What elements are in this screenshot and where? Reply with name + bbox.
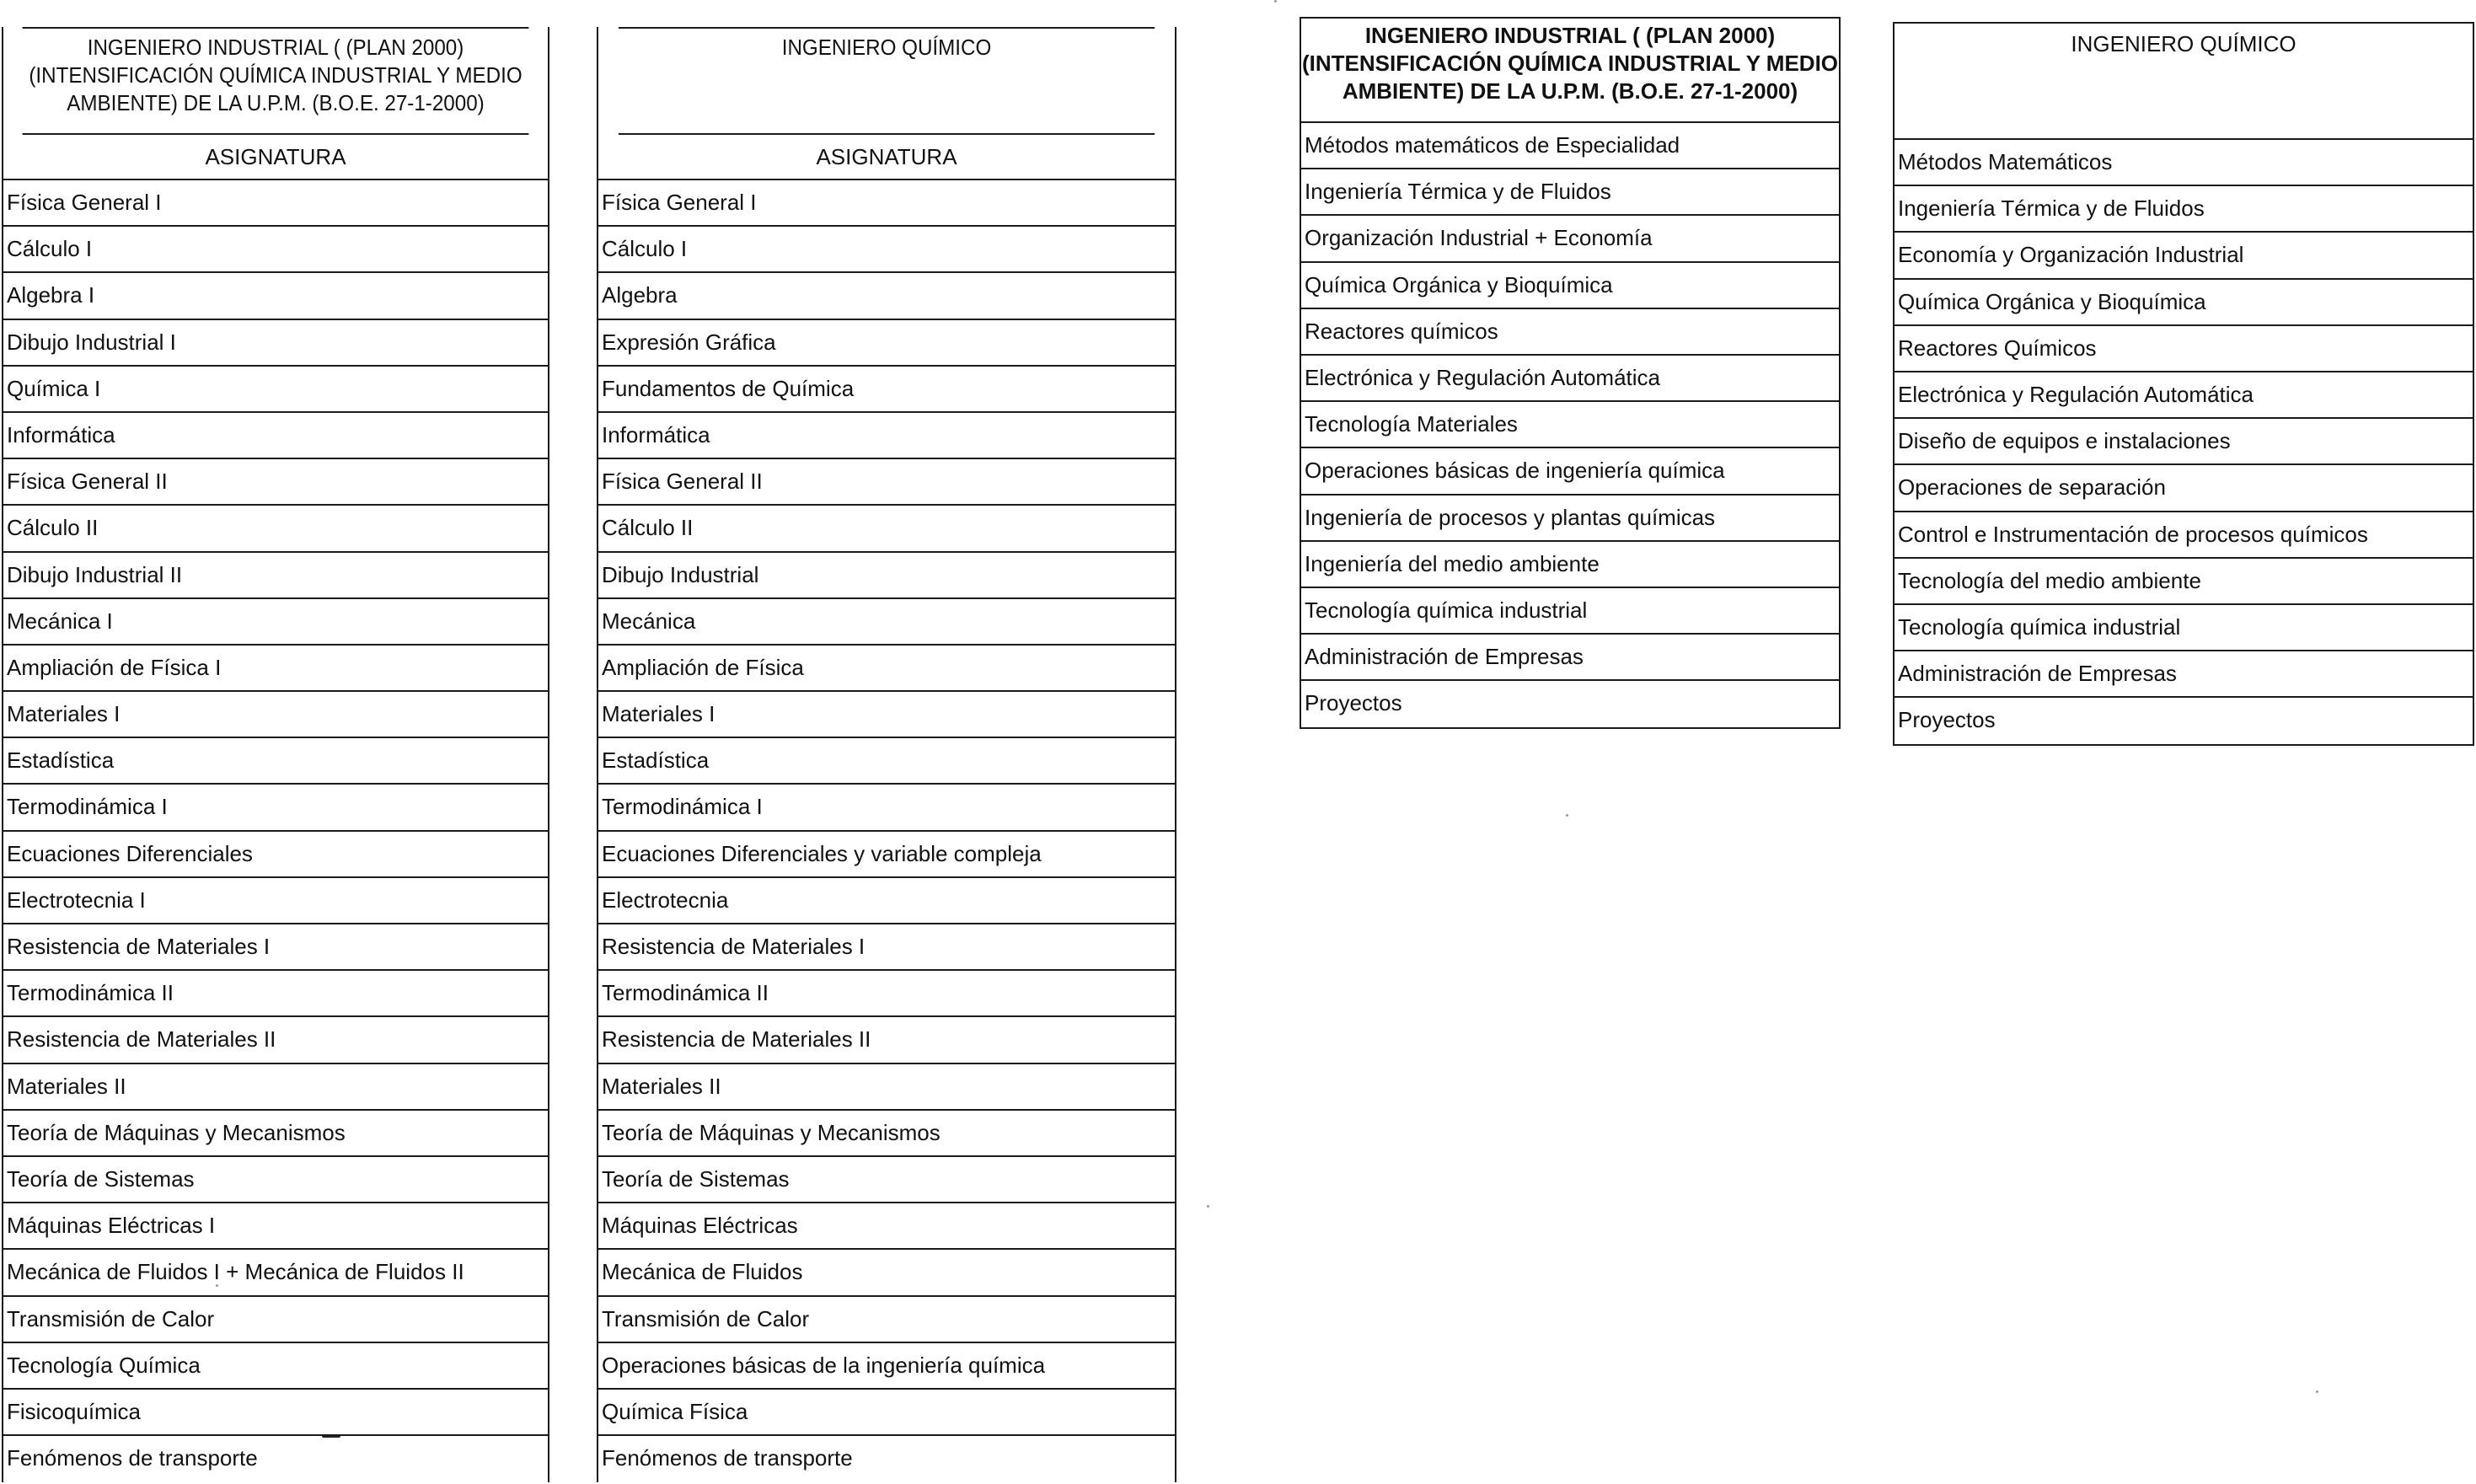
table-cell: Materiales I (598, 692, 1175, 738)
rows-quimico (598, 180, 1175, 1482)
header-line: INGENIERO INDUSTRIAL ( (PLAN 2000) (87, 35, 464, 60)
table-cell: Termodinámica I (3, 785, 548, 831)
table-cell: Informática (598, 413, 1175, 459)
table-cell: Algebra I (3, 273, 548, 319)
table-cell: Teoría de Sistemas (3, 1157, 548, 1203)
table-cell: Ampliación de Física (598, 646, 1175, 692)
table-cell: Administración de Empresas (1301, 635, 1839, 681)
right-table-column-industrial (1300, 17, 1841, 729)
table-cell: Teoría de Sistemas (598, 1157, 1175, 1203)
table-cell: Máquinas Eléctricas I (3, 1203, 548, 1250)
table-cell: Electrónica y Regulación Automática (1895, 372, 2473, 419)
table-cell: Resistencia de Materiales I (3, 924, 548, 971)
table-cell: Control e Instrumentación de procesos químicos (1895, 512, 2473, 559)
column-header-quimico: INGENIERO QUÍMICO (1895, 22, 2473, 140)
scan-speck (1207, 1205, 1209, 1208)
table-cell: Operaciones de separación (1895, 465, 2473, 512)
table-cell: Cálculo II (598, 506, 1175, 552)
rows-quimico (1895, 140, 2473, 744)
table-cell: Física General II (598, 459, 1175, 506)
table-cell: Expresión Gráfica (598, 320, 1175, 367)
table-cell: Resistencia de Materiales I (598, 924, 1175, 971)
column-header-industrial (23, 27, 529, 135)
table-cell: Física General I (598, 180, 1175, 227)
table-cell: Organización Industrial + Economía (1301, 216, 1839, 262)
table-cell: Economía y Organización Industrial (1895, 233, 2473, 279)
table-cell: Dibujo Industrial I (3, 320, 548, 367)
table-cell: Estadística (598, 738, 1175, 785)
table-cell: Ecuaciones Diferenciales y variable compleja (598, 832, 1175, 878)
table-cell: Termodinámica I (598, 785, 1175, 831)
table-cell: Transmisión de Calor (598, 1297, 1175, 1343)
table-cell: Ingeniería Térmica y de Fluidos (1895, 186, 2473, 233)
table-cell: Tecnología química industrial (1301, 588, 1839, 635)
table-cell: Resistencia de Materiales II (598, 1017, 1175, 1063)
table-cell: Teoría de Máquinas y Mecanismos (3, 1111, 548, 1157)
table-cell: Fenómenos de transporte (7, 1445, 258, 1471)
table-cell: Fundamentos de Química (598, 367, 1175, 413)
table-cell: Electrotecnia I (3, 878, 548, 924)
table-cell: Ingeniería del medio ambiente (1301, 542, 1839, 588)
table-cell: Física General I (3, 180, 548, 227)
table-cell: Resistencia de Materiales II (3, 1017, 548, 1063)
right-table-column-quimico (1893, 22, 2474, 746)
table-cell: Reactores químicos (1301, 309, 1839, 356)
header-line: INGENIERO INDUSTRIAL ( (PLAN 2000) (1364, 23, 1776, 48)
table-cell: Dibujo Industrial II (3, 553, 548, 599)
table-cell: Tecnología Química (3, 1343, 548, 1390)
table-cell: Transmisión de Calor (3, 1297, 548, 1343)
table-cell: Mecánica I (3, 599, 548, 646)
table-cell: Administración de Empresas (1895, 651, 2473, 698)
table-cell: Química Orgánica y Bioquímica (1895, 280, 2473, 326)
subheader-asignatura: ASIGNATURA (3, 135, 548, 180)
table-cell: Cálculo II (3, 506, 548, 552)
table-cell: Ingeniería Térmica y de Fluidos (1301, 169, 1839, 216)
table-cell: Informática (3, 413, 548, 459)
table-cell: Proyectos (1898, 707, 1996, 733)
table-cell: Teoría de Máquinas y Mecanismos (598, 1111, 1175, 1157)
header-line: (INTENSIFICACIÓN QUÍMICA INDUSTRIAL Y MEDIO (29, 62, 523, 88)
table-cell: Métodos Matemáticos (1895, 140, 2473, 186)
rows-industrial (1301, 123, 1839, 727)
table-cell: Cálculo I (3, 227, 548, 273)
table-cell: Cálculo I (598, 227, 1175, 273)
table-cell: Materiales II (598, 1064, 1175, 1111)
left-table-column-industrial (2, 27, 549, 1482)
table-cell: Física General II (3, 459, 548, 506)
subheader-asignatura: ASIGNATURA (598, 135, 1175, 180)
table-cell: Mecánica de Fluidos (598, 1250, 1175, 1296)
table-cell: Química Física (598, 1390, 1175, 1436)
table-cell: Tecnología del medio ambiente (1895, 559, 2473, 605)
table-cell: Estadística (3, 738, 548, 785)
right-equivalence-table (1300, 17, 2476, 733)
header-line: AMBIENTE) DE LA U.P.M. (B.O.E. 27-1-2000) (1342, 78, 1798, 104)
table-cell: Termodinámica II (598, 971, 1175, 1017)
table-cell: Operaciones básicas de la ingeniería química (598, 1343, 1175, 1390)
scan-speck (2316, 1390, 2318, 1393)
header-line: AMBIENTE) DE LA U.P.M. (B.O.E. 27-1-2000) (67, 90, 485, 115)
table-cell: Proyectos (1305, 690, 1402, 716)
table-cell: Química I (3, 367, 548, 413)
table-cell: Fisicoquímica (3, 1390, 548, 1436)
column-header-industrial (1301, 17, 1839, 123)
table-cell: Operaciones básicas de ingeniería química (1301, 448, 1839, 495)
table-cell: Electrotecnia (598, 878, 1175, 924)
left-equivalence-table (2, 27, 1176, 1483)
rows-industrial (3, 180, 548, 1482)
table-cell: Máquinas Eléctricas (598, 1203, 1175, 1250)
table-cell: Ecuaciones Diferenciales (3, 832, 548, 878)
left-table-column-quimico (597, 27, 1176, 1482)
scan-speck (1274, 0, 1277, 3)
table-cell: Métodos matemáticos de Especialidad (1301, 123, 1839, 169)
scan-speck (1566, 814, 1568, 817)
table-cell: Diseño de equipos e instalaciones (1895, 419, 2473, 465)
table-cell: Mecánica (598, 599, 1175, 646)
table-cell: Ingeniería de procesos y plantas químicas (1301, 496, 1839, 542)
table-cell: Electrónica y Regulación Automática (1301, 356, 1839, 402)
table-cell: Materiales I (3, 692, 548, 738)
table-cell: Materiales II (3, 1064, 548, 1111)
table-cell: Reactores Químicos (1895, 326, 2473, 372)
table-cell: Tecnología química industrial (1895, 605, 2473, 651)
column-header-quimico: INGENIERO QUÍMICO (619, 27, 1155, 135)
table-cell: Fenómenos de transporte (602, 1445, 853, 1471)
table-cell: Mecánica de Fluidos I + Mecánica de Fluidos II (3, 1250, 548, 1296)
header-line: (INTENSIFICACIÓN QUÍMICA INDUSTRIAL Y MEDIO (1301, 51, 1839, 76)
table-cell: Ampliación de Física I (3, 646, 548, 692)
table-cell: Dibujo Industrial (598, 553, 1175, 599)
table-cell: Termodinámica II (3, 971, 548, 1017)
table-cell: Algebra (598, 273, 1175, 319)
table-cell: Tecnología Materiales (1301, 402, 1839, 448)
table-cell: Química Orgánica y Bioquímica (1301, 263, 1839, 309)
